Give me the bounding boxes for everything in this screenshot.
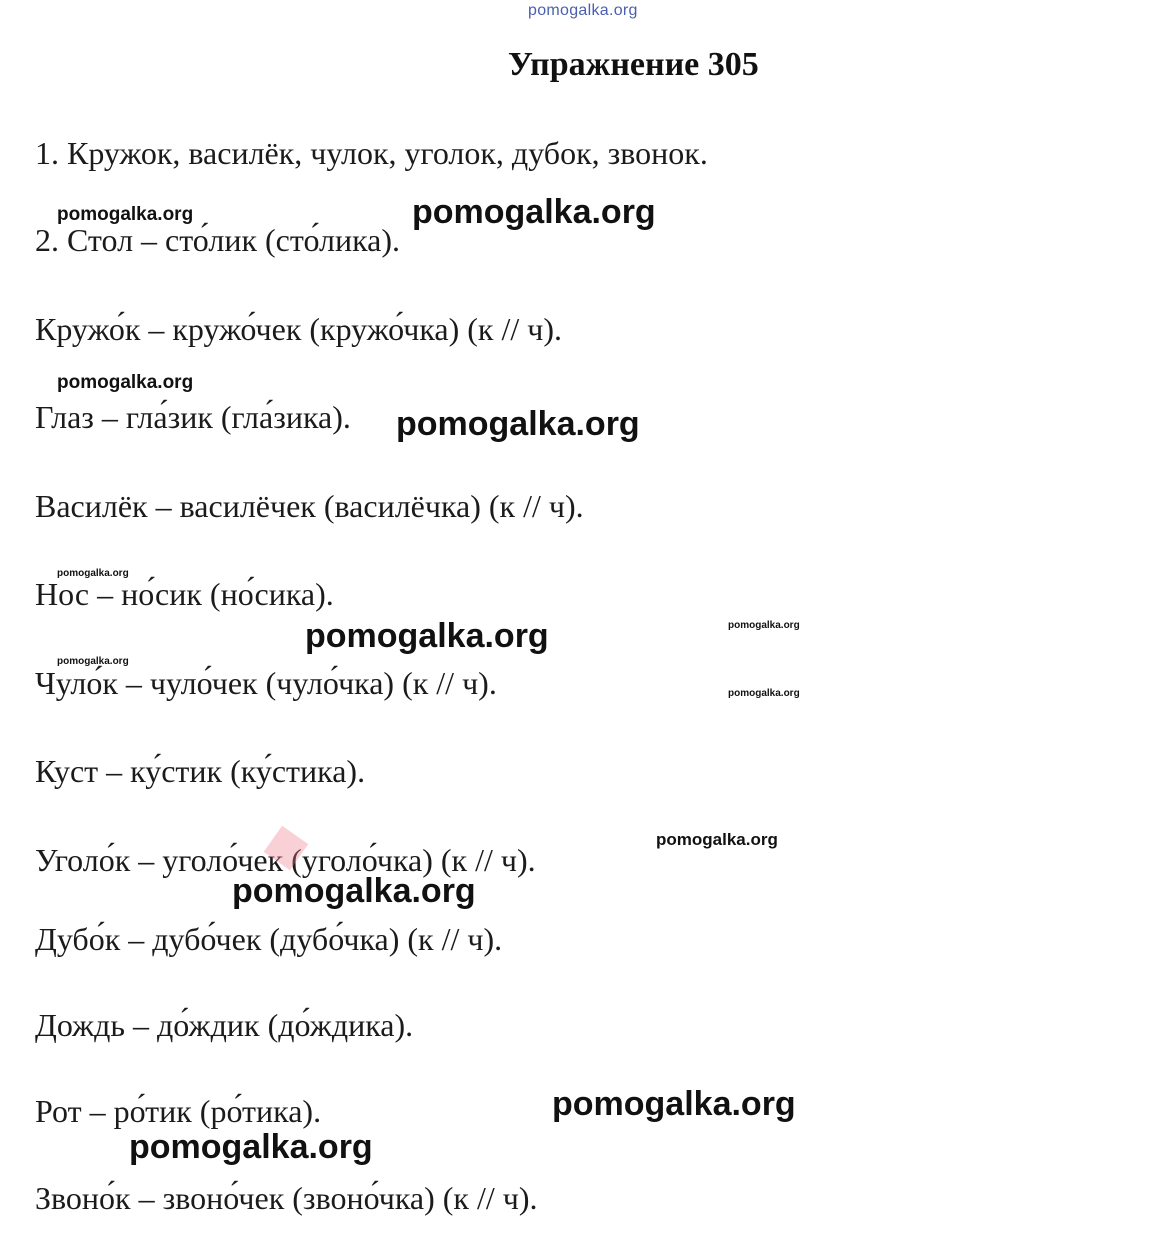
answer-line-5: Василёк – василёчек (василёчка) (к // ч). <box>35 488 584 524</box>
watermark: pomogalka.org <box>728 620 800 631</box>
watermark: pomogalka.org <box>552 1085 796 1123</box>
answer-line-11: Дождь – до́ждик (до́ждика). <box>35 1007 414 1043</box>
answer-line-1: 1. Кружок, василёк, чулок, уголок, дубок, звонок. <box>35 135 708 171</box>
watermark: pomogalka.org <box>57 568 129 579</box>
watermark: pomogalka.org <box>656 830 778 849</box>
answer-line-4: Глаз – гла́зик (гла́зика). <box>35 399 351 435</box>
watermark: pomogalka.org <box>57 204 194 225</box>
watermark: pomogalka.org <box>129 1128 373 1166</box>
answer-line-8: Куст – ку́стик (ку́стика). <box>35 753 366 789</box>
answer-line-13: Звоно́к – звоно́чек (звоно́чка) (к // ч). <box>35 1180 538 1216</box>
answer-line-9: Уголо́к – уголо́чек (уголо́чка) (к // ч). <box>35 842 536 878</box>
watermark: pomogalka.org <box>728 688 800 699</box>
answer-line-6: Нос – но́сик (но́сика). <box>35 576 334 612</box>
watermark: pomogalka.org <box>396 405 640 443</box>
watermark: pomogalka.org <box>305 617 549 655</box>
top-watermark: pomogalka.org <box>528 2 638 19</box>
answer-line-2: 2. Стол – сто́лик (сто́лика). <box>35 222 401 258</box>
answer-line-12: Рот – ро́тик (ро́тика). <box>35 1093 322 1129</box>
watermark: pomogalka.org <box>412 193 656 231</box>
answer-line-10: Дубо́к – дубо́чек (дубо́чка) (к // ч). <box>35 921 503 957</box>
watermark: pomogalka.org <box>57 656 129 667</box>
watermark: pomogalka.org <box>57 372 194 393</box>
exercise-title: Упражнение 305 <box>508 46 759 83</box>
answer-line-3: Кружо́к – кружо́чек (кружо́чка) (к // ч). <box>35 311 562 347</box>
answer-line-7: Чуло́к – чуло́чек (чуло́чка) (к // ч). <box>35 665 497 701</box>
watermark: pomogalka.org <box>232 872 476 910</box>
